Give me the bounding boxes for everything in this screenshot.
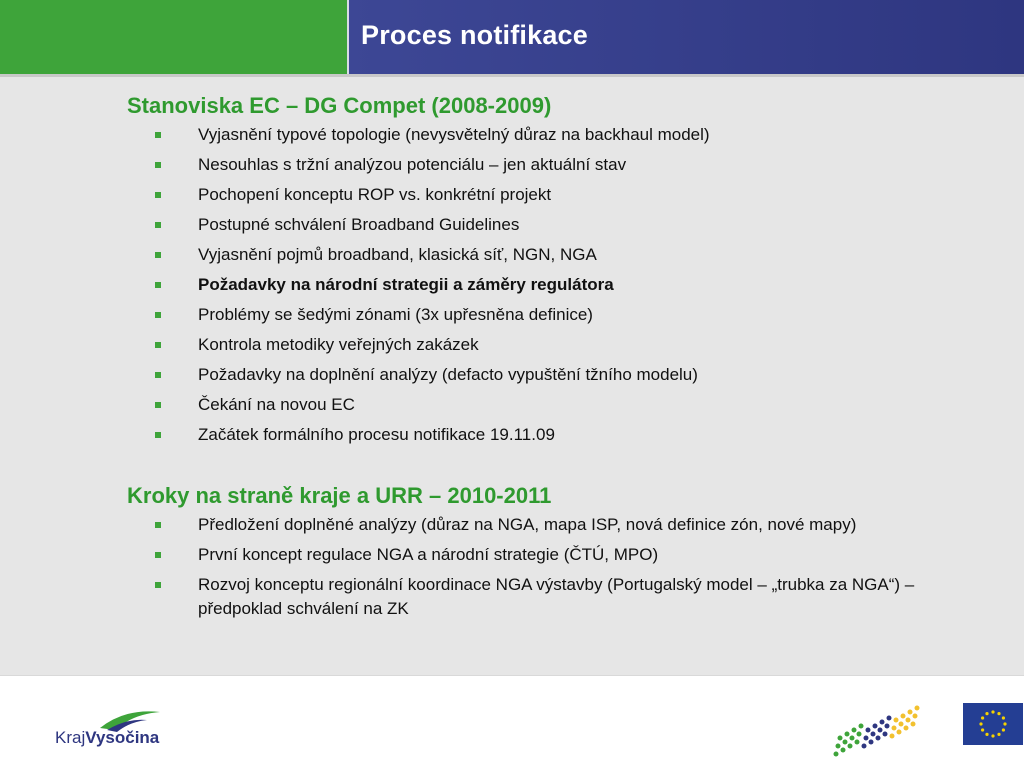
bullet-square-icon bbox=[155, 552, 161, 558]
slide-content bbox=[0, 77, 1024, 675]
eu-flag-icon bbox=[963, 703, 1023, 745]
bullet-square-icon bbox=[155, 402, 161, 408]
slide-title: Proces notifikace bbox=[361, 20, 588, 50]
kraj-vysocina-logo bbox=[55, 706, 165, 754]
bullet-square-icon bbox=[155, 252, 161, 258]
list-item: Čekání na novou EC bbox=[153, 393, 943, 417]
footer bbox=[0, 675, 1024, 769]
header-title-bar bbox=[349, 0, 1024, 74]
logo-wordmark: KrajVysočina bbox=[55, 728, 160, 747]
section-title-stanoviska: Stanoviska EC – DG Compet (2008-2009) bbox=[127, 93, 552, 118]
bullet-square-icon bbox=[155, 522, 161, 528]
bullet-list-stanoviska bbox=[153, 123, 943, 453]
list-item: Požadavky na národní strategii a záměry regulátora bbox=[153, 273, 943, 297]
bullet-square-icon bbox=[155, 342, 161, 348]
bullet-square-icon bbox=[155, 372, 161, 378]
eu-stars-icon bbox=[963, 703, 1023, 745]
list-item: Vyjasnění pojmů broadband, klasická síť, NGN, NGA bbox=[153, 243, 943, 267]
bullet-square-icon bbox=[155, 312, 161, 318]
bullet-square-icon bbox=[155, 282, 161, 288]
list-item: Problémy se šedými zónami (3x upřesněna definice) bbox=[153, 303, 943, 327]
list-item: Předložení doplněné analýzy (důraz na NGA, mapa ISP, nová definice zón, nové mapy) bbox=[153, 513, 943, 537]
list-item: Začátek formálního procesu notifikace 19.11.09 bbox=[153, 423, 943, 447]
list-item: Nesouhlas s tržní analýzou potenciálu – jen aktuální stav bbox=[153, 153, 943, 177]
bullet-square-icon bbox=[155, 132, 161, 138]
header-green-block bbox=[0, 0, 347, 74]
list-item: Kontrola metodiky veřejných zakázek bbox=[153, 333, 943, 357]
bullet-square-icon bbox=[155, 192, 161, 198]
list-item: Pochopení konceptu ROP vs. konkrétní projekt bbox=[153, 183, 943, 207]
bullet-square-icon bbox=[155, 162, 161, 168]
list-item: Požadavky na doplnění analýzy (defacto vypuštění tžního modelu) bbox=[153, 363, 943, 387]
list-item: Postupné schválení Broadband Guidelines bbox=[153, 213, 943, 237]
bullet-list-kroky bbox=[153, 513, 943, 627]
bullet-square-icon bbox=[155, 582, 161, 588]
list-item: Rozvoj konceptu regionální koordinace NGA výstavby (Portugalský model – „trubka za NGA“) – předpoklad schválení na ZK bbox=[153, 573, 943, 621]
list-item: Vyjasnění typové topologie (nevysvětelný důraz na backhaul model) bbox=[153, 123, 943, 147]
bullet-square-icon bbox=[155, 432, 161, 438]
list-item: První koncept regulace NGA a národní strategie (ČTÚ, MPO) bbox=[153, 543, 943, 567]
section-title-kroky: Kroky na straně kraje a URR – 2010-2011 bbox=[127, 483, 552, 508]
bullet-square-icon bbox=[155, 222, 161, 228]
dotted-grid-logo-icon bbox=[826, 696, 926, 766]
